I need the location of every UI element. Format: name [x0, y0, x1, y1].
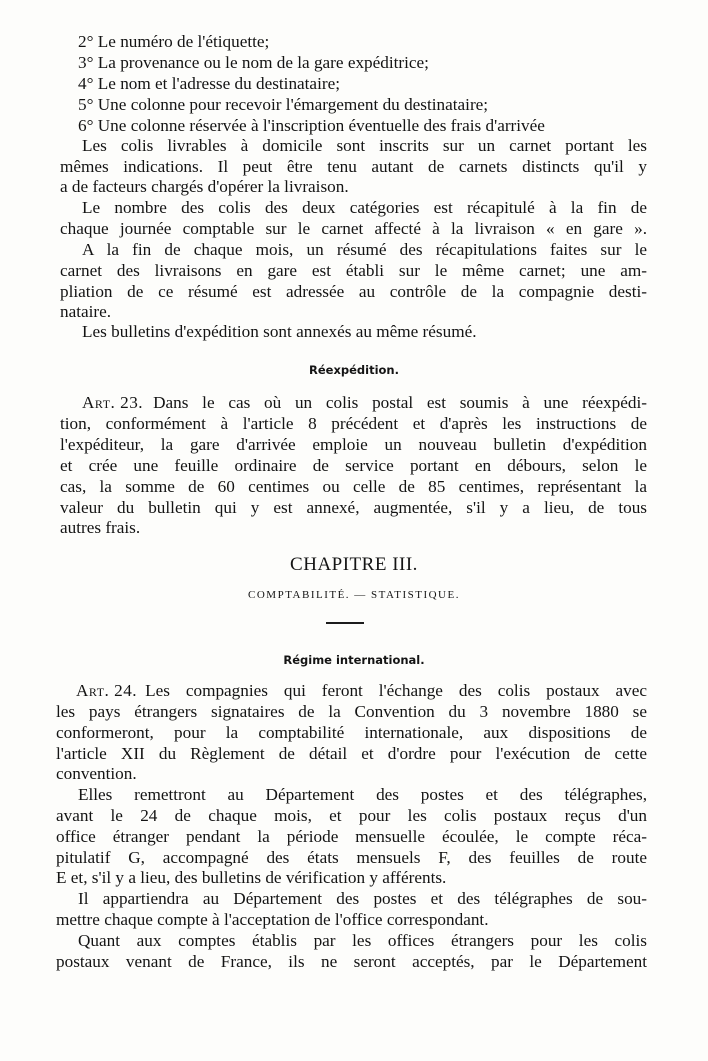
paragraph-line: valeur du bulletin qui y est annexé, augmentée, s'il y a lieu, de tous	[60, 498, 647, 517]
paragraph-line: Les bulletins d'expédition sont annexés au même résumé.	[82, 322, 477, 341]
paragraph-line: Les colis livrables à domicile sont inscrits sur un carnet portant les	[82, 136, 647, 155]
chapter-title: CHAPITRE III.	[290, 554, 418, 575]
paragraph-line: Dans le cas où un colis postal est soumis à une réexpédi-	[153, 393, 647, 412]
paragraph-line: pliation de ce résumé est adressée au contrôle de la compagnie desti-	[60, 282, 647, 301]
paragraph-line: E et, s'il y a lieu, des bulletins de vérification y afférents.	[56, 868, 447, 887]
paragraph-line: Les compagnies qui feront l'échange des colis postaux avec	[145, 681, 647, 700]
list-item-2: 2° Le numéro de l'étiquette;	[78, 32, 270, 51]
paragraph-line: Quant aux comptes établis par les offices étrangers pour les colis	[78, 931, 647, 950]
list-item-5: 5° Une colonne pour recevoir l'émargement du destinataire;	[78, 95, 489, 114]
paragraph-line: Il appartiendra au Département des postes et des télégraphes de sou-	[78, 889, 647, 908]
paragraph-line: A la fin de chaque mois, un résumé des récapitulations faites sur le	[82, 240, 647, 259]
article-label: Art. 23.	[82, 393, 144, 412]
paragraph-line: pitulatif G, accompagné des états mensuels F, des feuilles de route	[56, 848, 647, 867]
paragraph-line: Elles remettront au Département des postes et des télégraphes,	[78, 785, 647, 804]
section-heading: Réexpédition.	[309, 363, 399, 377]
paragraph-line: cas, la somme de 60 centimes ou celle de 85 centimes, représentant la	[60, 477, 647, 496]
paragraph-line: l'expéditeur, la gare d'arrivée emploie un nouveau bulletin d'expédition	[60, 435, 647, 454]
paragraph-line: nataire.	[60, 302, 112, 321]
article-label: Art. 24.	[76, 681, 138, 700]
chapter-subtitle: COMPTABILITÉ. — STATISTIQUE.	[248, 589, 460, 601]
list-item-3: 3° La provenance ou le nom de la gare expéditrice;	[78, 53, 429, 72]
article-23-first-line	[82, 393, 647, 413]
paragraph-line: postaux venant de France, ils ne seront acceptés, par le Département	[56, 952, 647, 971]
paragraph-line: office étranger pendant la période mensuelle écoulée, le compte réca-	[56, 827, 647, 846]
paragraph-line: et crée une feuille ordinaire de service portant en débours, selon le	[60, 456, 647, 475]
article-24-first-line	[76, 681, 647, 701]
paragraph-line: mettre chaque compte à l'acceptation de l'office correspondant.	[56, 910, 489, 929]
paragraph-line: avant le 24 de chaque mois, et pour les colis postaux reçus d'un	[56, 806, 647, 825]
paragraph-line: mêmes indications. Il peut être tenu autant de carnets distincts qu'il y	[60, 157, 647, 176]
list-item-6: 6° Une colonne réservée à l'inscription éventuelle des frais d'arrivée	[78, 116, 545, 135]
paragraph-line: Le nombre des colis des deux catégories est récapitulé à la fin de	[82, 198, 647, 217]
paragraph-line: tion, conformément à l'article 8 précédent et d'après les instructions de	[60, 414, 647, 433]
divider	[326, 622, 364, 624]
paragraph-line: conformeront, pour la comptabilité internationale, aux dispositions de	[56, 723, 647, 742]
list-item-4: 4° Le nom et l'adresse du destinataire;	[78, 74, 340, 93]
paragraph-line: chaque journée comptable sur le carnet affecté à la livraison « en gare ».	[60, 219, 647, 238]
paragraph-line: les pays étrangers signataires de la Convention du 3 novembre 1880 se	[56, 702, 647, 721]
paragraph-line: convention.	[56, 764, 137, 783]
paragraph-line: carnet des livraisons en gare est établi sur le même carnet; une am-	[60, 261, 647, 280]
paragraph-line: autres frais.	[60, 518, 141, 537]
section-heading: Régime international.	[283, 653, 425, 667]
paragraph-line: a de facteurs chargés d'opérer la livraison.	[60, 177, 349, 196]
paragraph-line: l'article XII du Règlement de détail et d'ordre pour l'exécution de cette	[56, 744, 647, 763]
